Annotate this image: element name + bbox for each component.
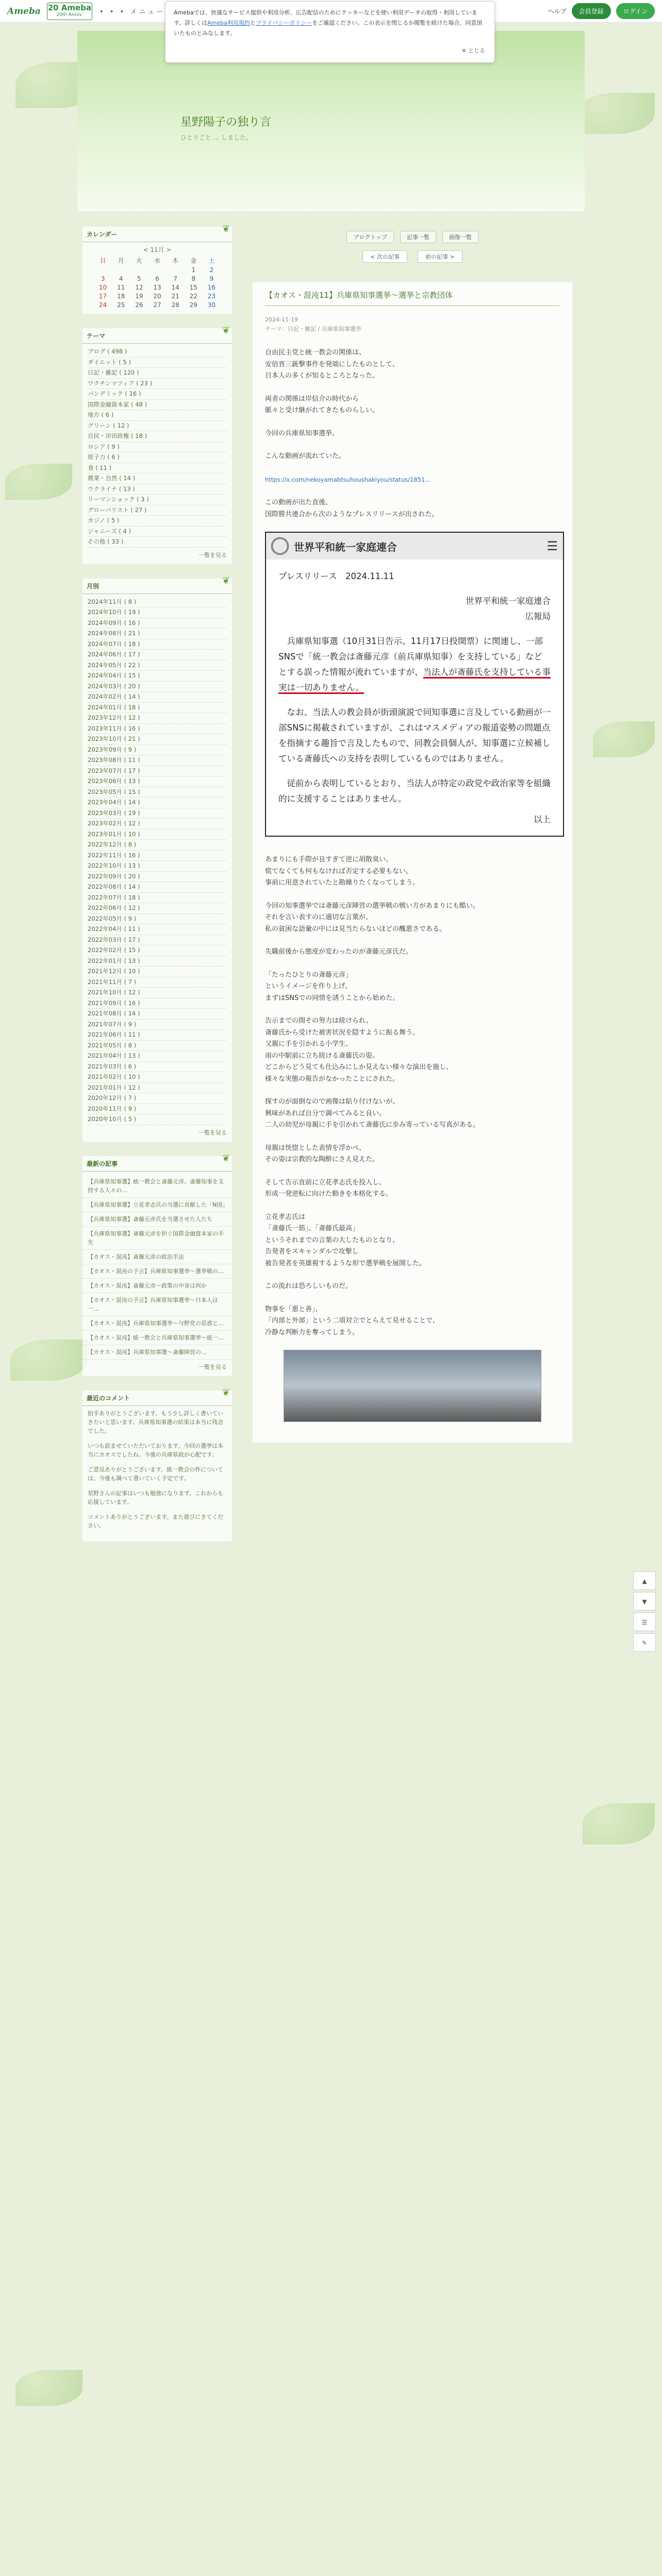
press-paragraph-1-text: 兵庫県知事選（10月31日告示、11月17日投開票）に関連し、一部SNSで「統一教会は斎藤元彦（前兵庫県知事）を支持している」などとする誤った情報が流れていますが、 [278,636,543,677]
theme-item[interactable]: ワクチンマフィア ( 23 ) [88,379,227,389]
archive-item[interactable]: 2024年07月 ( 18 ) [88,639,227,650]
calendar-weekday: 土 [208,257,215,264]
ameba-20th-badge-top: 20 Ameba [47,3,92,12]
calendar-day[interactable]: 21 [171,293,179,300]
theme-heading [82,325,232,344]
archive-item[interactable]: 2024年05月 ( 22 ) [88,660,227,671]
calendar-weekday: 水 [154,257,160,264]
calendar-weekday: 木 [172,257,179,264]
theme-more-link[interactable]: 一覧を見る [198,551,227,558]
calendar-day [112,266,130,274]
entry-paragraph: 探すのが面倒なので画像は貼り付けないが、 興味があれば自分で調べてみると良い。 二人の幼児が母親に手を引かれて斎藤氏に歩み寄っている写真がある。 [265,1098,480,1129]
archive-heading [82,575,232,594]
archive-item[interactable]: 2024年10月 ( 19 ) [88,607,227,618]
recent-post-item[interactable]: 【兵庫県知事選】統一教会と斎藤元彦。斎藤知事を支持する人々の… [82,1175,232,1198]
background-leaf [5,464,72,500]
press-sender-org: 世界平和統一家庭連合 [466,596,551,606]
recent-post-item[interactable]: 【兵庫県知事選】立花孝志氏の当選に貢献した「N国」 [82,1198,232,1212]
blog-top-button[interactable]: ブログトップ [346,231,394,243]
press-underlined-statement: 当法人が斎藤氏を支持している事実は一切ありません。 [278,667,551,694]
archive-item[interactable]: 2022年10月 ( 13 ) [88,861,227,872]
background-leaf [10,1340,88,1381]
calendar-day[interactable]: 12 [135,284,143,291]
archive-item[interactable]: 2021年05月 ( 8 ) [88,1041,227,1052]
calendar-day[interactable]: 14 [171,284,179,291]
entry-paragraphs-1 [265,347,560,463]
calendar-day [167,266,185,274]
archive-item[interactable]: 2023年05月 ( 15 ) [88,787,227,798]
cookie-text-after: をご確認ください。この表示を閉じるか閲覧を続けた場合、同意頂いたものとみなします。 [174,20,483,37]
blog-tools [253,231,572,243]
archive-item[interactable]: 2022年12月 ( 8 ) [88,840,227,851]
archive-list [82,597,232,1125]
theme-item[interactable]: パンデミック ( 16 ) [88,389,227,400]
background-leaf [577,93,655,134]
ffwpu-logo-icon [271,537,289,555]
floating-nav-button[interactable]: ✎ [633,1633,656,1652]
archive-item[interactable]: 2021年07月 ( 9 ) [88,1020,227,1030]
archive-item[interactable]: 2023年06月 ( 13 ) [88,776,227,787]
entry-paragraph: 失職前後から態度が変わったのが斎藤元彦氏だ。 [265,948,412,956]
calendar-day[interactable]: 26 [135,301,143,309]
next-entry-link[interactable]: 前の記事 > [418,250,462,263]
signup-button[interactable]: 会員登録 [572,3,611,19]
comment-item[interactable]: コメントありがとうございます。また遊びにきてください。 [88,1513,224,1529]
calendar-day[interactable]: 18 [117,293,125,300]
leaf-icon: ❦ [222,325,230,336]
calendar-day[interactable]: 15 [189,284,197,291]
floating-nav-button[interactable]: ▲ [633,1571,656,1590]
calendar-grid [82,256,232,309]
entry-pager [253,250,572,263]
archive-item[interactable]: 2022年11月 ( 16 ) [88,851,227,861]
theme-item[interactable]: ジャニーズ ( 4 ) [88,527,227,537]
theme-item[interactable]: 地方 ( 6 ) [88,410,227,421]
press-end: 以上 [534,815,551,824]
archive-item[interactable]: 2022年07月 ( 18 ) [88,893,227,904]
calendar-day[interactable]: 10 [98,284,107,291]
archive-item[interactable]: 2022年09月 ( 20 ) [88,872,227,883]
comment-item[interactable]: ご意見ありがとうございます。統一教会の件については、今後も調べて書いていく予定です。 [88,1466,223,1482]
hamburger-menu-icon: ☰ [547,539,558,553]
background-leaf [583,1803,655,1844]
calendar-day[interactable]: 6 [155,275,159,282]
calendar-day[interactable]: 8 [191,275,196,282]
archive-item[interactable]: 2024年08月 ( 21 ) [88,629,227,639]
archive-item[interactable]: 2024年02月 ( 14 ) [88,692,227,703]
recent-post-item[interactable]: 【カオス・混沌】統一教会と兵庫県知事選挙～統一… [82,1331,232,1345]
calendar-day[interactable]: 25 [117,301,125,309]
entry-paragraph: あまりにも手際が良すぎて逆に胡散臭い。 慌てなくても何もなければ否定する必要もない。 事前に用意されていたと勘繰りたくなってしまう。 [265,856,420,887]
calendar-day[interactable]: 22 [189,293,197,300]
archive-item[interactable]: 2024年03月 ( 20 ) [88,682,227,692]
archive-item[interactable]: 2023年11月 ( 16 ) [88,724,227,735]
calendar-day[interactable]: 3 [101,275,105,282]
theme-item[interactable]: リーマンショック ( 3 ) [88,495,227,505]
archive-widget [82,575,232,1142]
theme-item[interactable]: ロシア ( 9 ) [88,442,227,453]
press-sender-dept: 広報局 [525,612,551,621]
leaf-icon: ❦ [222,1387,230,1398]
press-header [266,533,563,560]
archive-more-link[interactable]: 一覧を見る [198,1129,227,1136]
cookie-consent-banner [165,1,495,63]
sidebar [82,224,232,1556]
comment-item[interactable]: いつも読ませていただいております。今回の選挙は本当にカオスでしたね。今後の兵庫県政が心配です。 [88,1442,224,1458]
theme-item[interactable]: グローバリスト ( 27 ) [88,505,227,516]
calendar-weekday: 金 [190,257,197,264]
recent-more-link[interactable]: 一覧を見る [198,1363,227,1370]
archive-item[interactable]: 2021年11月 ( 7 ) [88,977,227,988]
calendar-day[interactable]: 17 [98,293,107,300]
archive-item[interactable]: 2024年11月 ( 8 ) [88,597,227,608]
press-body [266,560,563,836]
archive-item[interactable]: 2024年01月 ( 18 ) [88,703,227,714]
archive-heading-label: 月別 [87,582,100,590]
blog-entry [253,282,572,1443]
entry-meta [265,315,560,334]
calendar-day[interactable]: 27 [153,301,161,309]
archive-item[interactable]: 2020年12月 ( 7 ) [88,1093,227,1104]
theme-item[interactable]: 農業・自然 ( 14 ) [88,473,227,484]
entry-body [265,347,560,1422]
comments-widget [82,1387,232,1541]
archive-item[interactable]: 2023年10月 ( 21 ) [88,734,227,745]
theme-item[interactable]: 国際金融資本家 ( 48 ) [88,400,227,411]
recent-post-item[interactable]: 【カオス・混沌】斎藤元彦～政策の中身は何か [82,1279,232,1293]
calendar-day[interactable]: 13 [153,284,161,291]
press-org-name: 世界平和統一家庭連合 [294,540,397,553]
video-link[interactable]: https://x.com/nekoyamabtsuhoushakiyou/status/1851... [265,476,431,483]
theme-item[interactable]: 自民・岸田政権 ( 18 ) [88,431,227,442]
recent-post-item[interactable]: 【カオス・混沌の予言】兵庫県知事選挙～選挙戦の… [82,1264,232,1279]
calendar-day[interactable]: 7 [173,275,177,282]
archive-item[interactable]: 2023年08月 ( 11 ) [88,755,227,766]
archive-item[interactable]: 2021年01月 ( 12 ) [88,1083,227,1094]
ameba-20th-badge[interactable] [47,3,92,20]
calendar-widget [82,224,232,314]
archive-item[interactable]: 2022年03月 ( 17 ) [88,935,227,946]
calendar-day[interactable]: 19 [135,293,143,300]
calendar-day[interactable]: 11 [117,284,125,291]
archive-item[interactable]: 2022年06月 ( 12 ) [88,903,227,914]
theme-item[interactable]: その他 ( 33 ) [88,537,227,548]
entry-paragraph: この動画が出た直後、 国際勝共連合から次のようなプレスリリースが出された。 [265,499,439,518]
calendar-day[interactable]: 1 [191,266,196,274]
archive-item[interactable]: 2021年03月 ( 6 ) [88,1062,227,1073]
archive-item[interactable]: 2023年02月 ( 12 ) [88,819,227,829]
calendar-month[interactable]: < 11月 > [143,246,172,253]
archive-item[interactable]: 2023年07月 ( 17 ) [88,766,227,777]
recent-posts-widget [82,1153,232,1376]
archive-item[interactable]: 2023年09月 ( 9 ) [88,745,227,756]
archive-item[interactable]: 2020年11月 ( 9 ) [88,1104,227,1115]
background-leaf [15,2370,82,2406]
theme-item[interactable]: ダイエット ( 5 ) [88,358,227,368]
entry-paragraph: 自由民主党と統一教会の関係は、 安倍晋三銃撃事件を発端にしたものとして、 日本人の多くが知るところとなった。 [265,349,399,380]
comment-item[interactable]: 星野さんの記事はいつも勉強になります。これからも応援しています。 [88,1489,224,1505]
comments-heading [82,1387,232,1406]
entry-paragraph: この流れは恐ろしいものだ。 [265,1282,353,1290]
calendar-day [94,266,112,274]
header-actions [548,3,655,19]
archive-item[interactable]: 2022年02月 ( 15 ) [88,945,227,956]
calendar-day[interactable]: 29 [189,301,197,309]
calendar-weekday: 日 [100,257,106,264]
theme-item[interactable]: ウクライナ ( 13 ) [88,484,227,495]
recent-post-item[interactable]: 【カオス・混沌】斎藤元彦の政治手法 [82,1250,232,1264]
entry-paragraph: 今回の兵庫県知事選挙。 [265,429,339,437]
calendar-weekday: 月 [118,257,124,264]
archive-item[interactable]: 2020年10月 ( 5 ) [88,1114,227,1125]
calendar-day[interactable]: 20 [153,293,161,300]
entry-paragraph: こんな動画が流れていた。 [265,452,346,460]
floating-nav-button[interactable]: ▼ [633,1592,656,1611]
archive-item[interactable]: 2023年12月 ( 12 ) [88,713,227,724]
theme-widget [82,325,232,564]
archive-item[interactable]: 2021年06月 ( 11 ) [88,1030,227,1041]
archive-item[interactable]: 2022年01月 ( 13 ) [88,956,227,967]
press-paragraph-2: なお、当法人の教会員が街頭演説で同知事選に言及している動画が一部SNSに掲載されていますが、これはマスメディアの報道姿勢の問題点を指摘する趣旨で言及したもので、同教会員個人が、知事選に立候補している斎藤氏への支持を表明しているものではありません。 [278,707,551,764]
background-leaf [593,721,655,757]
recent-post-item[interactable]: 【カオス・混沌の予言】兵庫県知事選挙～日本人は一… [82,1293,232,1316]
leaf-icon: ❦ [222,224,230,234]
archive-item[interactable]: 2024年04月 ( 15 ) [88,671,227,682]
main-content [253,222,572,1443]
press-paragraph-3: 従前から表明しているとおり、当法人が特定の政党や政治家等を組織的に支援することはありません。 [278,778,551,804]
comment-item[interactable]: 拍手ありがとうございます。もう少し詳しく書いていきたいと思います。兵庫県知事選の結果は本当に残念でした。 [88,1410,224,1434]
entry-paragraph: 告示までの間その努力は続けられ、 斎藤氏から受けた被害状況を隠すように振る舞う。 父親に手を引かれる小学生、 雨の中駅前に立ち続ける斎藤氏の姿。 どこからどう見ても仕込みにしか見えない様々な演出を施し、 様々な実態の報告がなかったことにされた。 [265,1017,453,1083]
theme-item[interactable]: 日記・雑記 ( 120 ) [88,368,227,379]
theme-list [82,347,232,548]
recent-post-item[interactable]: 【兵庫県知事選】斎藤元彦氏を当選させた人たち [82,1212,232,1227]
theme-item[interactable]: グリーン ( 12 ) [88,421,227,432]
calendar-day [130,266,148,274]
press-paragraph-1 [278,634,551,696]
calendar-day[interactable]: 23 [207,293,216,300]
entry-title[interactable]: 【カオス・混沌11】兵庫県知事選挙～選挙と宗教団体 [265,290,560,306]
entry-paragraph: 母親は恍惚とした表情を浮かべ、 その姿は宗教的な陶酔にさえ見えた。 [265,1144,379,1163]
entry-theme[interactable]: テーマ：日記・雑記 / 兵庫県知事選挙 [265,326,361,332]
entry-paragraphs-2 [265,854,560,1338]
calendar-weekday: 火 [136,257,142,264]
recent-post-item[interactable]: 【カオス・混沌】兵庫県知事選挙～与野党の思惑と… [82,1316,232,1331]
archive-item[interactable]: 2021年04月 ( 13 ) [88,1051,227,1062]
image-list-button[interactable]: 画像一覧 [442,231,478,243]
calendar-heading [82,224,232,242]
login-button[interactable]: ログイン [616,3,655,19]
calendar-day[interactable]: 9 [209,275,214,282]
help-link[interactable]: ヘルプ [548,8,567,15]
calendar-day[interactable]: 30 [207,301,216,309]
theme-item[interactable]: ブログ ( 498 ) [88,347,227,358]
theme-heading-label: テーマ [87,332,106,340]
calendar-heading-label: カレンダー [87,231,118,238]
station-photo [284,1350,541,1422]
calendar-day[interactable]: 16 [207,284,216,291]
press-release-image [265,532,564,837]
calendar-day [148,266,166,274]
privacy-policy-link[interactable]: プライバシーポリシー [255,20,312,26]
calendar-day[interactable]: 4 [119,275,123,282]
recent-heading [82,1153,232,1172]
archive-item[interactable]: 2021年09月 ( 16 ) [88,998,227,1009]
calendar-day[interactable]: 24 [98,301,107,309]
entry-paragraph: 今回の知事選挙では斎藤元彦陣営の選挙戦の戦い方があまりにも酷い。 それを言い表すのに適切な言葉が、 私の貧困な語彙の中には見当たらないほどの醜悪さである。 [265,902,480,933]
archive-item[interactable]: 2021年10月 ( 12 ) [88,988,227,998]
calendar-day[interactable]: 2 [209,266,214,274]
entry-date: 2024-11-19 [265,316,298,323]
theme-item[interactable]: 原子力 ( 6 ) [88,452,227,463]
cookie-close-button[interactable]: ✕ とじる [461,47,485,54]
calendar-day[interactable]: 5 [137,275,141,282]
entry-list-button[interactable]: 記事一覧 [400,231,436,243]
calendar-day[interactable]: 28 [171,301,179,309]
recent-post-item[interactable]: 【兵庫県知事選】斎藤元彦を担ぐ国際金融資本家の手先 [82,1227,232,1250]
header-menu[interactable]: • • • メニュー [99,8,166,16]
archive-item[interactable]: 2021年12月 ( 10 ) [88,967,227,977]
recent-heading-label: 最新の記事 [87,1160,118,1167]
archive-item[interactable]: 2022年05月 ( 9 ) [88,914,227,925]
blog-description: ひとりごと ... しました。 [180,134,253,141]
ameba-20th-badge-bottom: 20th Anniv. [56,12,83,18]
floating-nav-button[interactable]: ☰ [633,1613,656,1631]
recent-list [82,1175,232,1360]
press-label: プレスリリース 2024.11.11 [278,571,394,581]
theme-item[interactable]: 食 ( 11 ) [88,463,227,474]
comments-heading-label: 最近のコメント [87,1394,130,1402]
terms-link[interactable]: Ameba利用規約 [207,20,250,26]
archive-item[interactable]: 2021年08月 ( 14 ) [88,1009,227,1020]
archive-item[interactable]: 2023年04月 ( 14 ) [88,798,227,808]
leaf-icon: ❦ [222,1153,230,1164]
archive-item[interactable]: 2024年09月 ( 16 ) [88,618,227,629]
archive-item[interactable]: 2022年08月 ( 14 ) [88,882,227,893]
entry-paragraph: 両者の関係は岸信介の時代から 脈々と受け継がれてきたものらしい。 [265,395,379,414]
archive-item[interactable]: 2023年01月 ( 10 ) [88,829,227,840]
comment-list [82,1409,232,1530]
entry-paragraph: 立花孝志氏は 「斎藤氏一筋」、「斎藤氏最高」 というそれまでの言葉の大したものとなり、 告発者をスキャンダルで攻撃し 被告発者を英雄視するような形で選挙戦を展開した。 [265,1213,426,1267]
entry-paragraph: 物事を「悪と善」、 「内部と外部」という二項対立でとらえて見せることで、 冷静な判断力を奪ってしまう。 [265,1305,439,1336]
ameba-logo[interactable]: Ameba [7,6,41,16]
theme-item[interactable]: カジノ ( 5 ) [88,516,227,527]
entry-paragraph: そして告示直前に立花孝志氏を投入し、 形成一発逆転に向けた動きを本格化する。 [265,1178,393,1198]
archive-item[interactable]: 2024年06月 ( 17 ) [88,650,227,660]
cookie-text-middle: と [250,20,256,26]
cookie-text-before: Amebaでは、快適なサービス提供や利用分析、広告配信のためにクッキーなどを使い利用データの取得・利用しています。詳しくは [174,9,477,26]
blog-title[interactable]: 星野陽子の独り言 [180,116,272,129]
prev-entry-link[interactable]: < 次の記事 [362,250,407,263]
floating-nav [633,1571,656,1654]
archive-item[interactable]: 2021年02月 ( 10 ) [88,1072,227,1083]
entry-paragraph: 「たったひとりの斎藤元彦」 というイメージを作り上げ、 まずはSNSでの同情を誘うことから始めた。 [265,971,400,1002]
leaf-icon: ❦ [222,575,230,586]
archive-item[interactable]: 2023年03月 ( 19 ) [88,808,227,819]
recent-post-item[interactable]: 【カオス・混沌】兵庫県知事選～斎藤陣営の… [82,1345,232,1360]
archive-item[interactable]: 2022年04月 ( 11 ) [88,924,227,935]
